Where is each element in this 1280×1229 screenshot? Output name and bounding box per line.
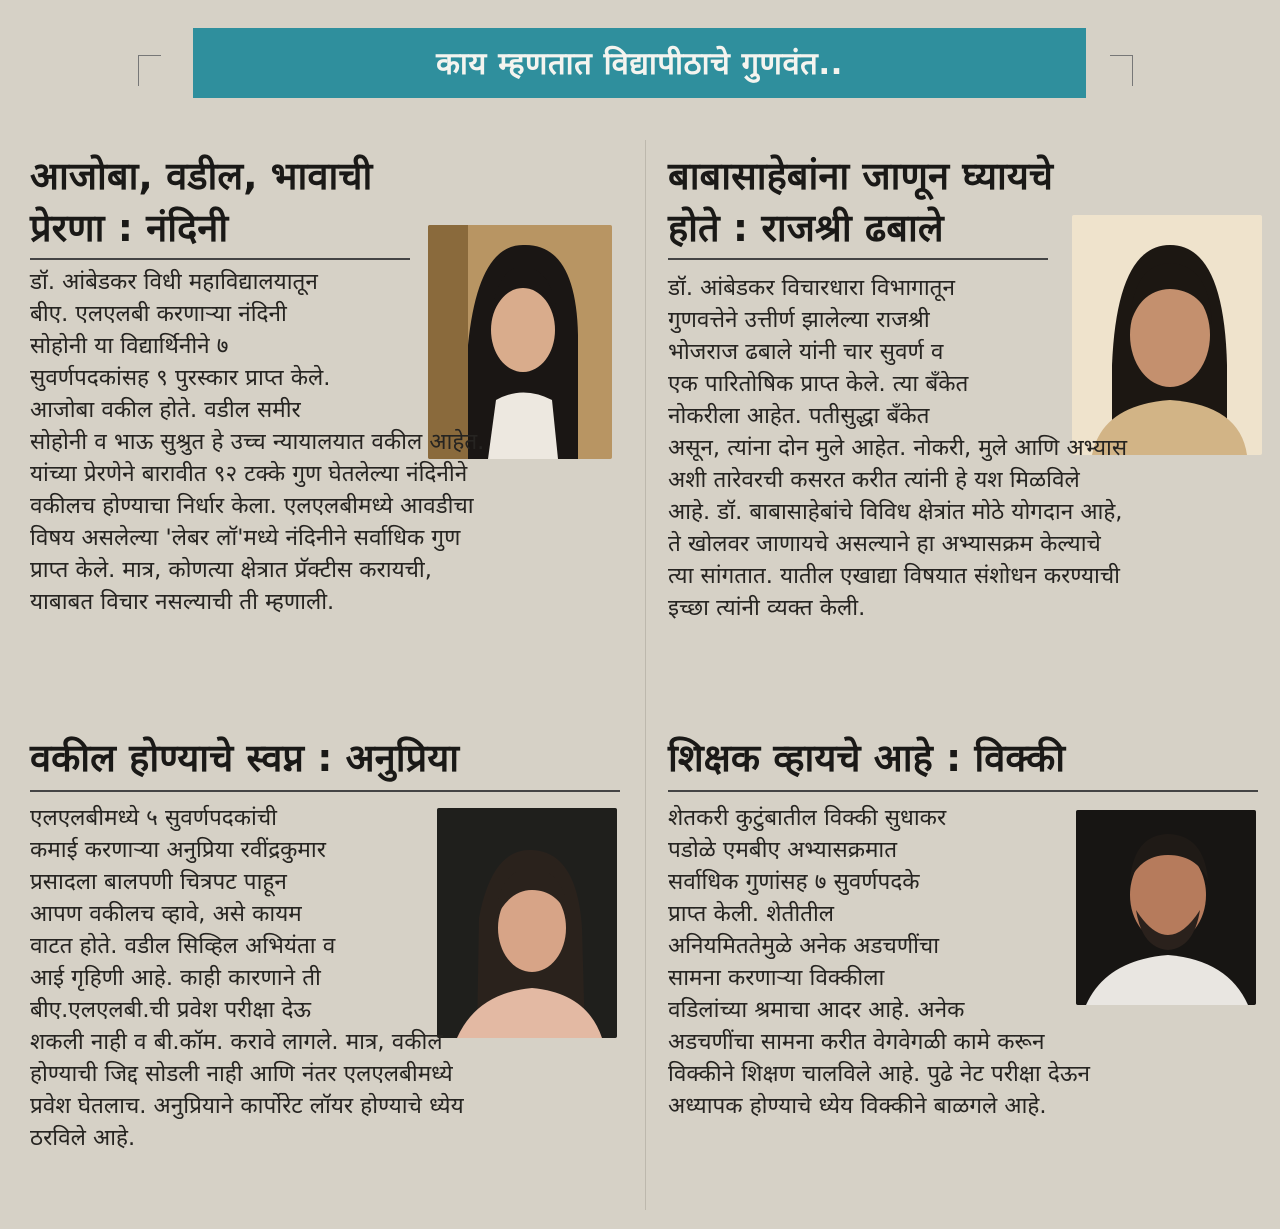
story-nandini-body: [30, 266, 484, 618]
story-vikki-headline: [668, 732, 1065, 784]
body-line: शकली नाही व बी.कॉम. करावे लागले. मात्र, वकील: [30, 1029, 443, 1055]
body-line: अनियमिततेमुळे अनेक अडचणींचा: [668, 933, 940, 959]
body-line: प्राप्त केले. मात्र, कोणत्या क्षेत्रात प्रॅक्टीस करायची,: [30, 557, 432, 583]
body-line: बीए.एलएलबी.ची प्रवेश परीक्षा देऊ: [30, 997, 312, 1023]
body-line: अशी तारेवरची कसरत करीत त्यांनी हे यश मिळविले: [668, 467, 1080, 493]
body-line: नोकरीला आहेत. पतीसुद्धा बँकेत: [668, 403, 930, 429]
story-nandini-headline: [30, 150, 372, 254]
body-line: आहे. डॉ. बाबासाहेबांचे विविध क्षेत्रांत मोठे योगदान आहे,: [668, 499, 1123, 525]
body-line: सुवर्णपदकांसह ९ पुरस्कार प्राप्त केले.: [30, 365, 331, 391]
headline-line: होते : राजश्री ढबाले: [668, 206, 944, 250]
banner-title: काय म्हणतात विद्यापीठाचे गुणवंत..: [436, 46, 843, 82]
body-line: सामना करणाऱ्या विक्कीला: [668, 965, 885, 991]
story-rajshri-body: [668, 272, 1127, 624]
story-rajshri-headline: [668, 150, 1053, 254]
story-anupriya-headline: [30, 732, 459, 784]
body-line: यांच्या प्रेरणेने बारावीत ९२ टक्के गुण घेतलेल्या नंदिनीने: [30, 461, 468, 487]
body-line: ते खोलवर जाणायचे असल्याने हा अभ्यासक्रम केल्याचे: [668, 531, 1101, 557]
body-line: वाटत होते. वडील सिव्हिल अभियंता व: [30, 933, 336, 959]
body-line: ठरविले आहे.: [30, 1125, 136, 1151]
body-line: आजोबा वकील होते. वडील समीर: [30, 397, 301, 423]
body-line: भोजराज ढबाले यांनी चार सुवर्ण व: [668, 339, 944, 365]
body-line: विषय असलेल्या 'लेबर लॉ'मध्ये नंदिनीने सर्वाधिक गुण: [30, 525, 461, 551]
body-line: प्रसादला बालपणी चित्रपट पाहून: [30, 869, 287, 895]
story-vikki-body: [668, 802, 1090, 1122]
body-line: कमाई करणाऱ्या अनुप्रिया रवींद्रकुमार: [30, 837, 326, 863]
body-line: अडचणींचा सामना करीत वेगवेगळी कामे करून: [668, 1029, 1045, 1055]
banner-bracket-right: [1110, 55, 1133, 86]
body-line: पडोळे एमबीए अभ्यासक्रमात: [668, 837, 898, 863]
section-banner: [193, 28, 1086, 98]
headline-rule: [668, 258, 1048, 260]
story-anupriya-body: [30, 802, 464, 1154]
body-line: एलएलबीमध्ये ५ सुवर्णपदकांची: [30, 805, 277, 831]
body-line: गुणवत्तेने उत्तीर्ण झालेल्या राजश्री: [668, 307, 930, 333]
body-line: होण्याची जिद्द सोडली नाही आणि नंतर एलएलबीमध्ये: [30, 1061, 453, 1087]
body-line: शेतकरी कुटुंबातील विक्की सुधाकर: [668, 805, 947, 831]
headline-line: प्रेरणा : नंदिनी: [30, 206, 229, 250]
headline-rule: [30, 258, 410, 260]
photo-vikki: [1076, 810, 1256, 1005]
headline-rule: [30, 790, 620, 792]
body-line: वकीलच होण्याचा निर्धार केला. एलएलबीमध्ये आवडीचा: [30, 493, 474, 519]
photo-anupriya: [437, 808, 617, 1038]
body-line: असून, त्यांना दोन मुले आहेत. नोकरी, मुले आणि अभ्यास: [668, 435, 1128, 461]
body-line: बीए. एलएलबी करणाऱ्या नंदिनी: [30, 301, 287, 327]
body-line: त्या सांगतात. यातील एखाद्या विषयात संशोधन करण्याची: [668, 563, 1120, 589]
body-line: अध्यापक होण्याचे ध्येय विक्कीने बाळगले आहे.: [668, 1093, 1047, 1119]
body-line: आपण वकीलच व्हावे, असे कायम: [30, 901, 302, 927]
column-divider: [645, 140, 646, 1210]
banner-bracket-left: [138, 55, 161, 86]
headline-rule: [668, 790, 1258, 792]
headline-line: शिक्षक व्हायचे आहे : विक्की: [668, 736, 1066, 780]
body-line: प्राप्त केली. शेतीतील: [668, 901, 835, 927]
headline-line: बाबासाहेबांना जाणून घ्यायचे: [668, 154, 1053, 198]
body-line: आई गृहिणी आहे. काही कारणाने ती: [30, 965, 321, 991]
body-line: सोहोनी व भाऊ सुश्रुत हे उच्च न्यायालयात वकील आहेत.: [30, 429, 485, 455]
headline-line: आजोबा, वडील, भावाची: [30, 154, 373, 198]
body-line: विक्कीने शिक्षण चालविले आहे. पुढे नेट परीक्षा देऊन: [668, 1061, 1090, 1087]
body-line: सोहोनी या विद्यार्थिनीने ७: [30, 333, 229, 359]
headline-line: वकील होण्याचे स्वप्न : अनुप्रिया: [30, 736, 460, 780]
body-line: एक पारितोषिक प्राप्त केले. त्या बँकेत: [668, 371, 969, 397]
body-line: डॉ. आंबेडकर विचारधारा विभागातून: [668, 275, 955, 301]
body-line: डॉ. आंबेडकर विधी महाविद्यालयातून: [30, 269, 318, 295]
body-line: इच्छा त्यांनी व्यक्त केली.: [668, 595, 866, 621]
body-line: याबाबत विचार नसल्याची ती म्हणाली.: [30, 589, 335, 615]
body-line: वडिलांच्या श्रमाचा आदर आहे. अनेक: [668, 997, 965, 1023]
body-line: सर्वाधिक गुणांसह ७ सुवर्णपदके: [668, 869, 920, 895]
body-line: प्रवेश घेतलाच. अनुप्रियाने कार्पोरेट लॉयर होण्याचे ध्येय: [30, 1093, 464, 1119]
